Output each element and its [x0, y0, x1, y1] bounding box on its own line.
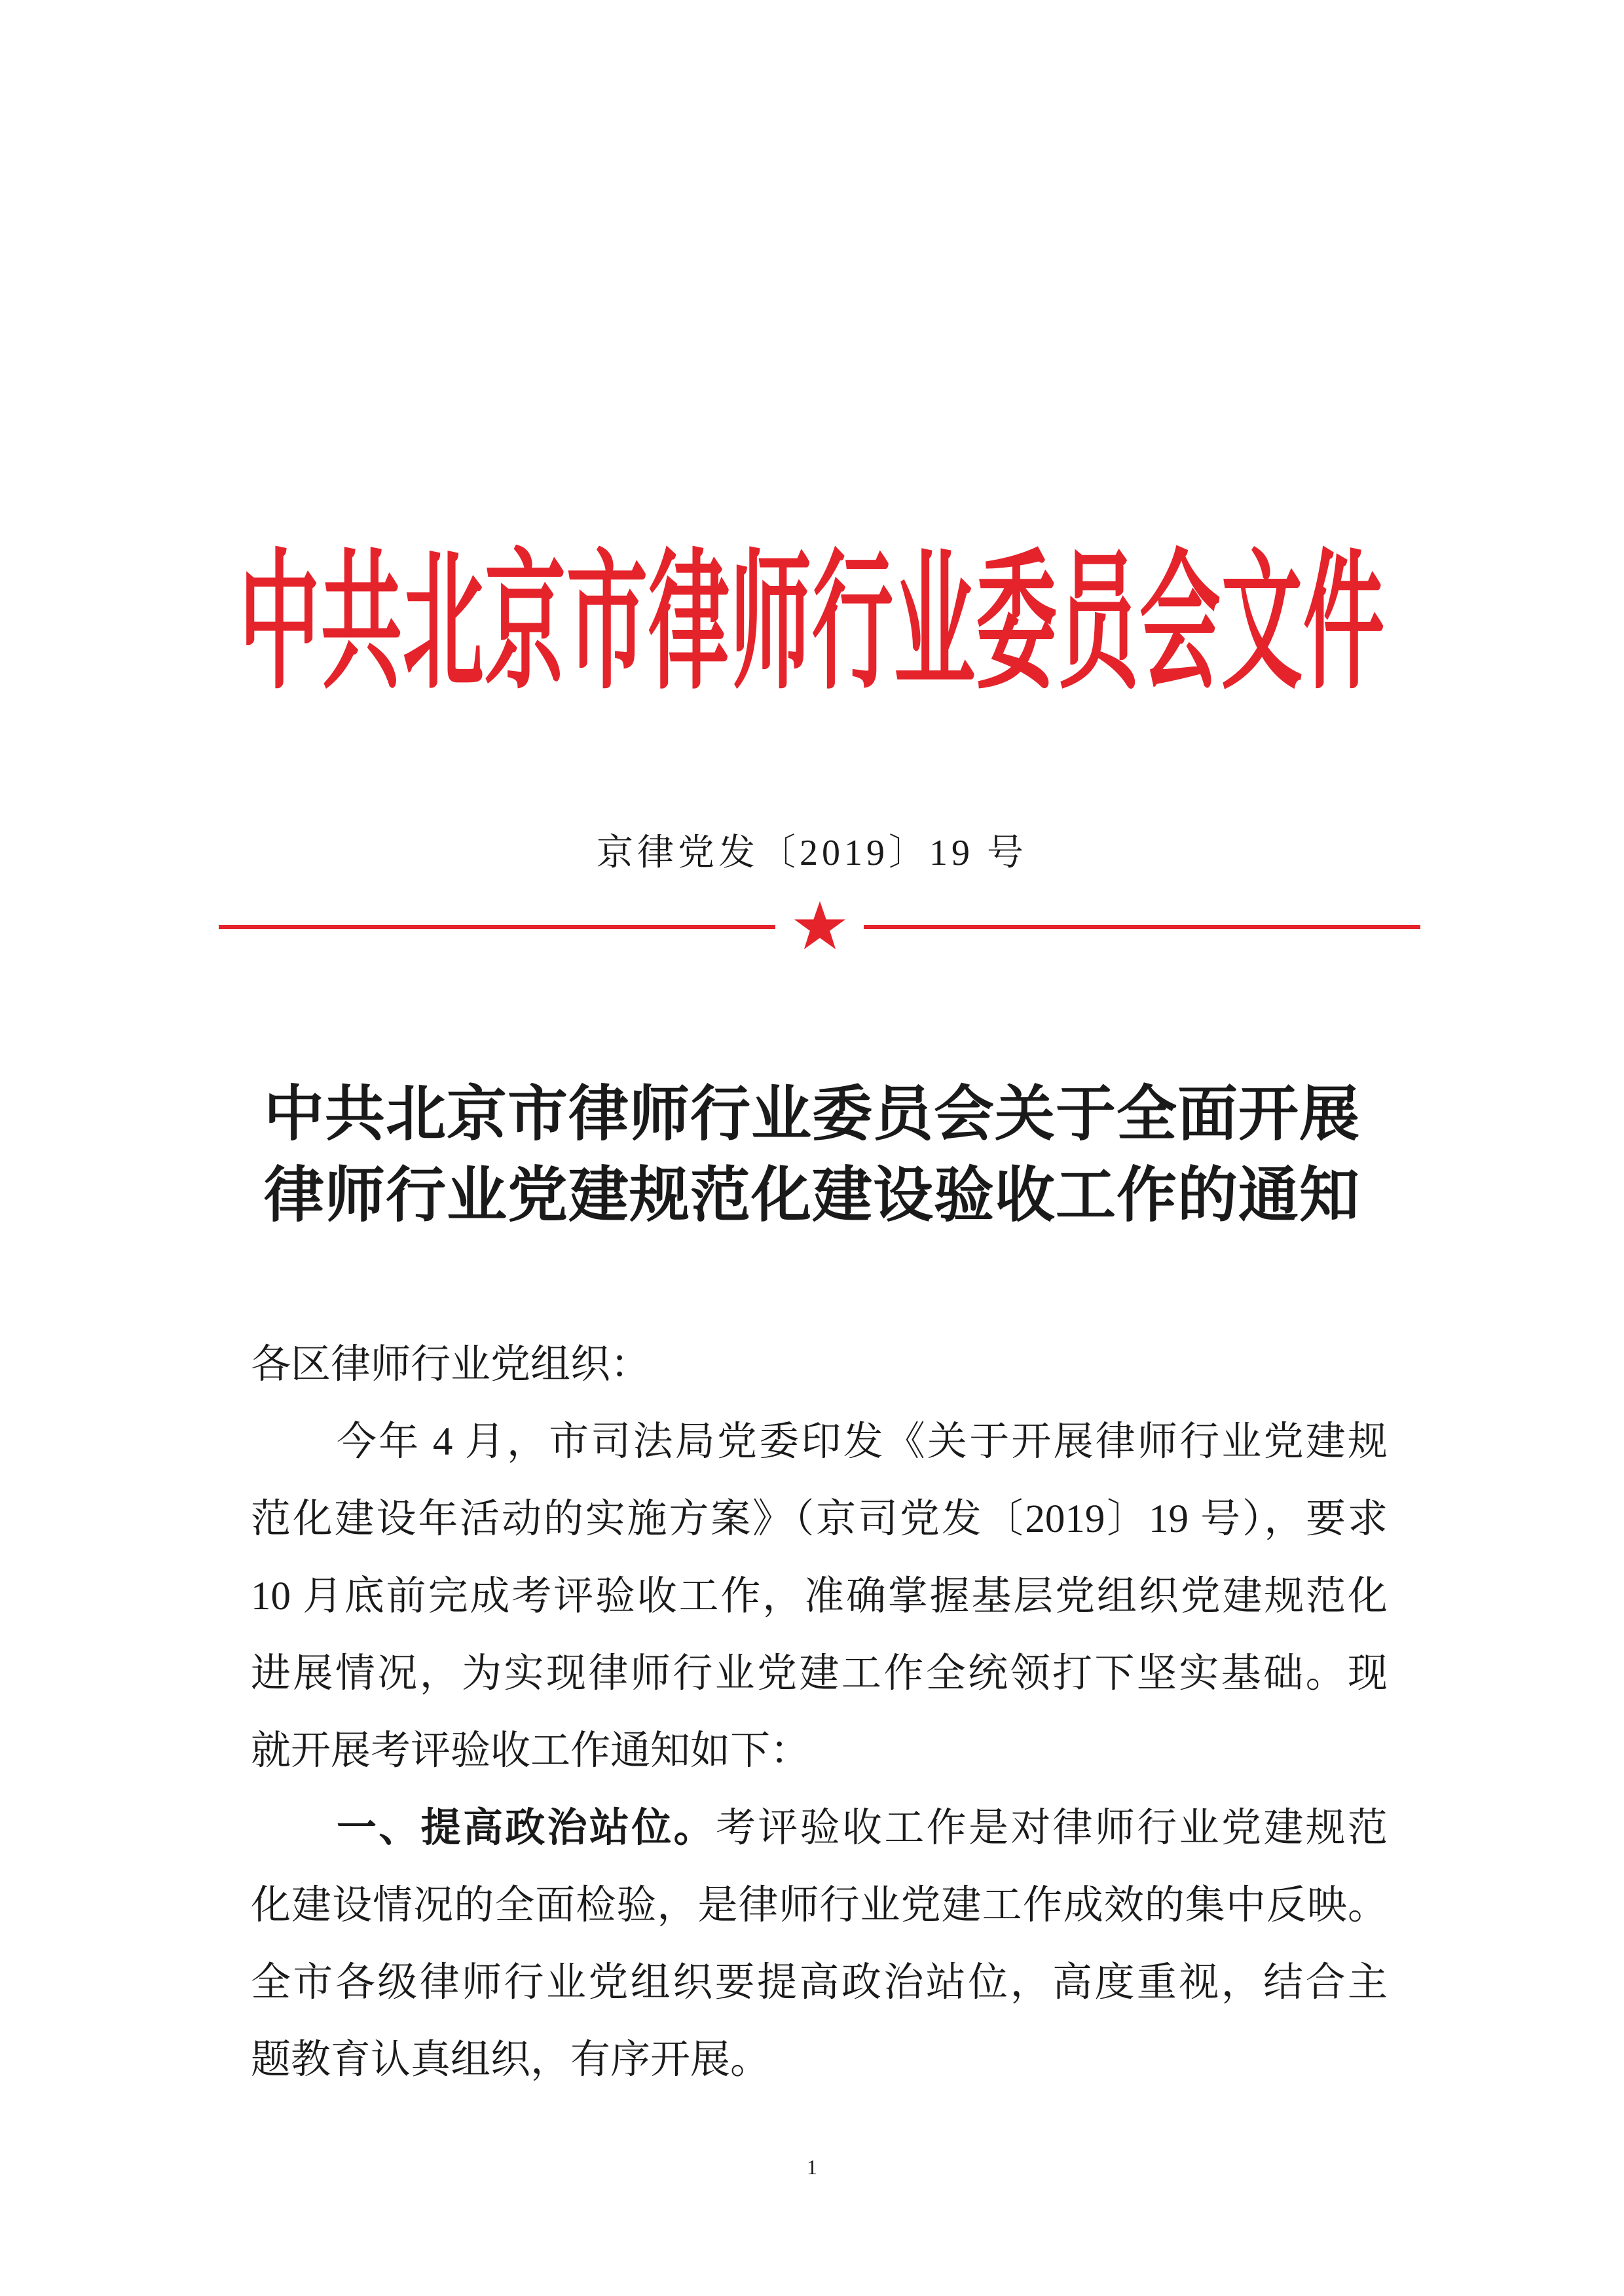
section-heading: 一、提高政治站位。: [337, 1806, 716, 1850]
notice-title: [0, 1074, 1624, 1236]
paragraph-2-line: 全市各级律师行业党组织要提高政治站位，高度重视，结合主: [251, 1961, 1388, 2005]
salutation: 各区律师行业党组织：: [251, 1343, 651, 1387]
divider-line-right: [864, 925, 1420, 929]
star-icon: [793, 900, 847, 953]
paragraph-1-line: 今年 4 月，市司法局党委印发《关于开展律师行业党建规: [337, 1420, 1388, 1464]
paragraph-2-line: 题教育认真组织，有序开展。: [251, 2038, 771, 2082]
body-text: [251, 1326, 1388, 2099]
paragraph-1-line: 进展情况，为实现律师行业党建工作全统领打下坚实基础。现: [251, 1652, 1388, 1696]
notice-title-line: 律师行业党建规范化建设验收工作的通知: [263, 1162, 1360, 1229]
page-number: 1: [807, 2155, 817, 2179]
document-number: 京律党发〔2019〕19 号: [597, 833, 1027, 873]
red-header-title: 中共北京市律师行业委员会文件: [238, 541, 1385, 707]
paragraph-1-line: 就开展考评验收工作通知如下：: [251, 1729, 811, 1773]
paragraph-2-line: 化建设情况的全面检验，是律师行业党建工作成效的集中反映。: [251, 1884, 1388, 1927]
notice-title-line: 中共北京市律师行业委员会关于全面开展: [263, 1081, 1360, 1148]
paragraph-2-text: 考评验收工作是对律师行业党建规范: [716, 1806, 1388, 1850]
divider-line-left: [219, 925, 775, 929]
paragraph-2-line: [251, 1790, 1388, 1867]
paragraph-1-line: 10 月底前完成考评验收工作，准确掌握基层党组织党建规范化: [251, 1575, 1388, 1618]
paragraph-1-line: 范化建设年活动的实施方案》（京司党发〔2019〕19 号），要求: [251, 1497, 1388, 1541]
